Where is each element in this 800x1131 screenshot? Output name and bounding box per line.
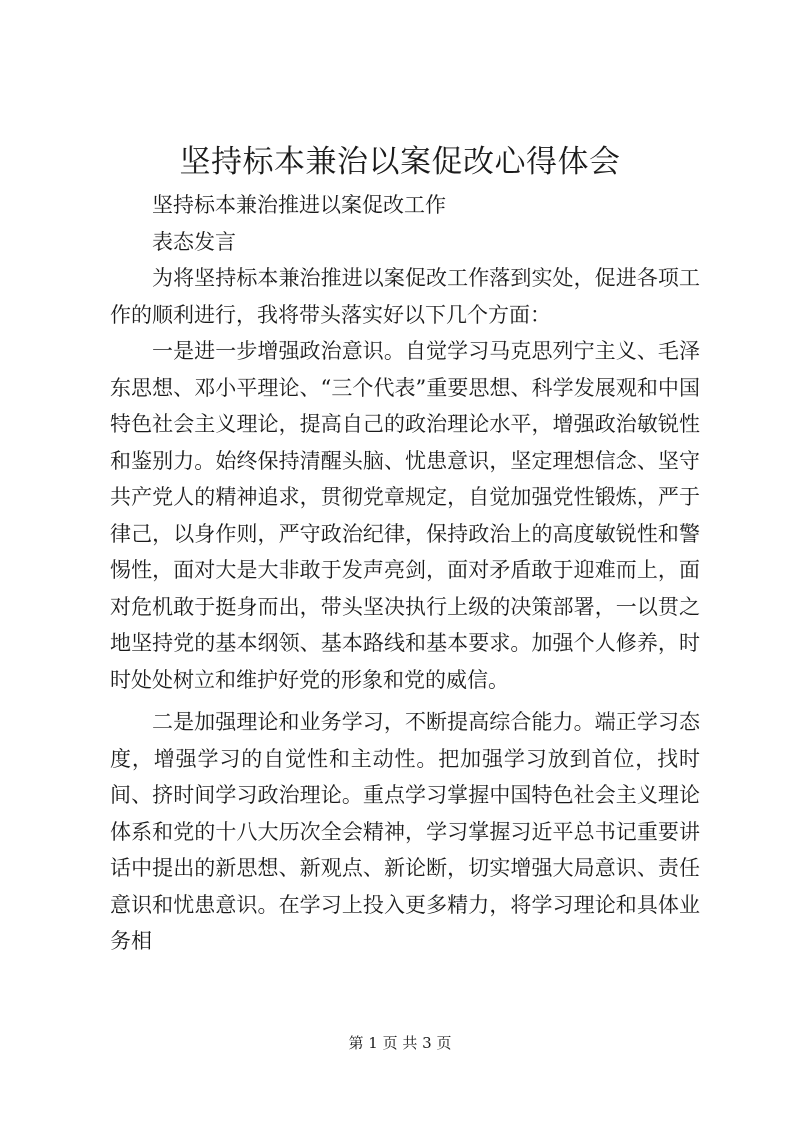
- paragraph-point-1: 一是进一步增强政治意识。自觉学习马克思列宁主义、毛泽东思想、邓小平理论、“三个代表”重要思想、科学发展观和中国特色社会主义理论，提高自己的政治理论水平，增强政治敏锐性和鉴别力。始终保持清醒头脑、忧患意识，坚定理想信念、坚守共产党人的精神追求，贯彻党章规定，自觉加强党性锻炼，严于律己，以身作则，严守政治纪律，保持政治上的高度敏锐性和警惕性，面对大是大非敢于发声亮剑，面对矛盾敢于迎难而上，面对危机敢于挺身而出，带头坚决执行上级的决策部署，一以贯之地坚持党的基本纲领、基本路线和基本要求。加强个人修养，时时处处树立和维护好党的形象和党的威信。: [110, 339, 700, 692]
- paragraph-subtitle: 坚持标本兼治推进以案促改工作: [152, 193, 446, 217]
- paragraph-subtitle-2: 表态发言: [152, 229, 236, 254]
- paragraph-point-2: 二是加强理论和业务学习，不断提高综合能力。端正学习态度，增强学习的自觉性和主动性。把加强学习放到首位，找时间、挤时间学习政治理论。重点学习掌握中国特色社会主义理论体系和党的十八大历次全会精神，学习掌握习近平总书记重要讲话中提出的新思想、新观点、新论断，切实增强大局意识、责任意识和忧患意识。在学习上投入更多精力，将学习理论和具体业务相: [110, 710, 700, 953]
- document-title: 坚持标本兼治以案促改心得体会: [179, 144, 621, 180]
- paragraph-intro: 为将坚持标本兼治推进以案促改工作落到实处，促进各项工作的顺利进行，我将带头落实好以下几个方面：: [110, 266, 700, 327]
- document-body: [110, 187, 700, 960]
- page-footer: 第 1 页 共 3 页: [348, 1034, 452, 1052]
